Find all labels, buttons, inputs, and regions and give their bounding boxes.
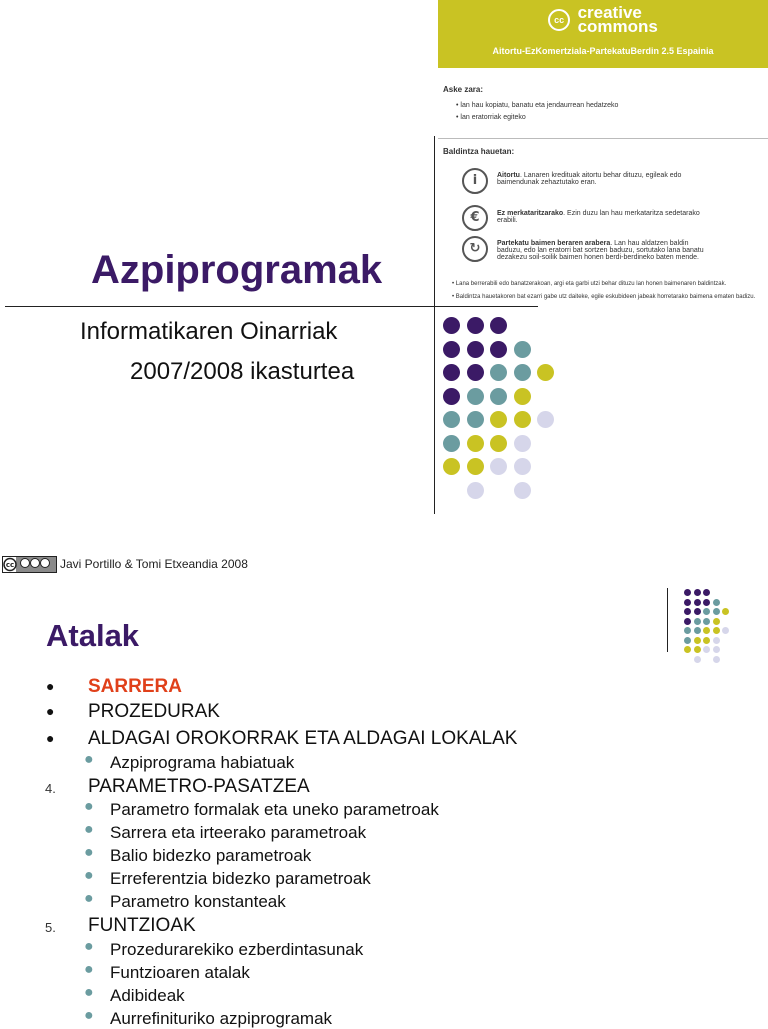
decorative-dot	[713, 608, 720, 615]
decorative-dot	[490, 411, 507, 428]
toc-subitem: ● Balio bidezko parametroak	[84, 844, 312, 865]
cc-free-heading: Aske zara:	[443, 85, 484, 94]
toc-subitem: ● Adibideak	[84, 984, 185, 1005]
decorative-dot	[537, 411, 554, 428]
decorative-dot	[713, 637, 720, 644]
decorative-dot	[514, 435, 531, 452]
toc-item: ● PROZEDURAK	[46, 701, 220, 722]
cc-badge-label: cc	[5, 561, 15, 569]
decorative-dot	[467, 458, 484, 475]
decorative-dot	[490, 458, 507, 475]
bullet-icon: ●	[46, 730, 55, 746]
cc-logo	[438, 3, 768, 36]
decorative-dot	[443, 411, 460, 428]
decorative-dot	[713, 627, 720, 634]
decorative-dot	[703, 608, 710, 615]
decorative-dot	[684, 599, 691, 606]
decorative-dot	[467, 364, 484, 381]
decorative-dot	[703, 618, 710, 625]
sub-bullet-icon: ●	[84, 751, 94, 768]
decorative-dot	[722, 627, 729, 634]
toc-item: ● SARRERA	[46, 676, 182, 697]
decorative-dot	[537, 364, 554, 381]
cc-free-item: • lan eratorriak egiteko	[456, 114, 526, 121]
decorative-dot	[713, 599, 720, 606]
cc-condition-attribution: Aitortu. Lanaren kredituak aitortu behar dituzu, egileak edo baimendunak zehaztutako eran.	[497, 172, 682, 186]
sub-bullet-icon: ●	[84, 844, 94, 861]
decorative-dot	[694, 589, 701, 596]
decorative-dot	[490, 388, 507, 405]
decorative-dot	[514, 364, 531, 381]
decorative-dot	[443, 364, 460, 381]
decorative-dot	[467, 388, 484, 405]
slide2-vertical-divider	[667, 588, 668, 652]
slide1-footer-authors: Javi Portillo & Tomi Etxeandia 2008	[60, 557, 248, 571]
sub-bullet-icon: ●	[84, 984, 94, 1001]
toc-subitem: ● Prozedurarekiko ezberdintasunak	[84, 938, 364, 959]
sub-bullet-icon: ●	[84, 1007, 94, 1024]
cc-license-badge-icon	[2, 556, 57, 573]
sharealike-icon: ↻	[462, 236, 488, 262]
decorative-dot	[467, 435, 484, 452]
decorative-dot	[514, 482, 531, 499]
toc-subitem: ● Parametro formalak eta uneko parametroak	[84, 798, 439, 819]
cc-note: • Baldintza hauetakoren bat ezarri gabe utz daiteke, egile eskubideen jabeak horretarako baimena ematen badizu.	[452, 294, 756, 300]
decorative-dot	[684, 589, 691, 596]
toc-subitem: ● Funtzioaren atalak	[84, 961, 250, 982]
decorative-dot	[684, 646, 691, 653]
decorative-dot	[443, 458, 460, 475]
sub-bullet-icon: ●	[84, 798, 94, 815]
decorative-dot	[694, 618, 701, 625]
slide1-subtitle-course: Informatikaren Oinarriak	[80, 318, 338, 345]
decorative-dot	[713, 646, 720, 653]
decorative-dot	[694, 656, 701, 663]
toc-subitem: ● Azpiprograma habiatuak	[84, 751, 295, 772]
sub-bullet-icon: ●	[84, 867, 94, 884]
toc-item: 4. PARAMETRO-PASATZEA	[45, 776, 310, 797]
decorative-dot	[467, 411, 484, 428]
decorative-dot	[694, 599, 701, 606]
cc-note: • Lana berrerabili edo banatzerakoan, argi eta garbi utzi behar dituzu lan honen baimenaren baldintzak.	[452, 281, 727, 287]
decorative-dot	[514, 341, 531, 358]
item-number: 5.	[45, 920, 56, 935]
decorative-dot	[713, 618, 720, 625]
toc-item: ● ALDAGAI OROKORRAK ETA ALDAGAI LOKALAK	[46, 728, 518, 749]
decorative-dot	[694, 646, 701, 653]
sub-bullet-icon: ●	[84, 961, 94, 978]
cc-logo-line2: commons	[577, 17, 658, 36]
attribution-icon: i	[462, 168, 488, 194]
decorative-dot	[514, 388, 531, 405]
sub-bullet-icon: ●	[84, 821, 94, 838]
slide1-vertical-divider	[434, 136, 435, 514]
decorative-dot	[684, 627, 691, 634]
decorative-dot	[684, 637, 691, 644]
bullet-icon: ●	[46, 703, 55, 719]
sub-bullet-icon: ●	[84, 890, 94, 907]
toc-subitem: ● Parametro konstanteak	[84, 890, 286, 911]
slide2-title: Atalak	[46, 618, 140, 653]
decorative-dot	[694, 637, 701, 644]
decorative-dot	[713, 656, 720, 663]
decorative-dot	[443, 388, 460, 405]
decorative-dot	[467, 482, 484, 499]
cc-condition-noncommercial: Ez merkataritzarako. Ezin duzu lan hau merkataritza sedetarako erabili.	[497, 210, 700, 224]
cc-condition-sharealike: Partekatu baimen beraren arabera. Lan hau aldatzen baldin baduzu, edo lan eratorri bat sortzen baduzu, sortutako lana banatu dezakezu soil-soilik baimen honen berdi-berdineko baten mende.	[497, 240, 704, 261]
cc-license-banner	[438, 0, 768, 68]
decorative-dot	[490, 435, 507, 452]
decorative-dot	[694, 608, 701, 615]
decorative-dot	[490, 364, 507, 381]
decorative-dot	[703, 637, 710, 644]
slide1-title: Azpiprogramak	[91, 248, 383, 292]
decorative-dot	[694, 627, 701, 634]
decorative-dot	[703, 627, 710, 634]
item-number: 4.	[45, 781, 56, 796]
decorative-dot	[443, 317, 460, 334]
toc-item: 5. FUNTZIOAK	[45, 915, 196, 936]
decorative-dot	[490, 341, 507, 358]
decorative-dot	[514, 411, 531, 428]
cc-logo-icon: cc	[548, 9, 570, 31]
decorative-dot	[467, 341, 484, 358]
cc-free-item: • lan hau kopiatu, banatu eta jendaurrean hedatzeko	[456, 102, 619, 109]
cc-conditions-heading: Baldintza hauetan:	[443, 147, 515, 156]
decorative-dot	[684, 618, 691, 625]
decorative-dot	[490, 317, 507, 334]
toc-subitem: ● Erreferentzia bidezko parametroak	[84, 867, 371, 888]
decorative-dot	[684, 608, 691, 615]
toc-subitem: ● Sarrera eta irteerako parametroak	[84, 821, 367, 842]
slide1-subtitle-year: 2007/2008 ikasturtea	[130, 358, 355, 385]
cc-logo-line1: creative	[577, 3, 642, 22]
decorative-dot	[443, 341, 460, 358]
slide1-title-rule	[5, 306, 538, 307]
noncommercial-icon: €	[462, 205, 488, 231]
decorative-dot	[703, 599, 710, 606]
decorative-dot	[467, 317, 484, 334]
toc-subitem: ● Aurrefinituriko azpiprogramak	[84, 1007, 333, 1028]
bullet-icon: ●	[46, 678, 55, 694]
decorative-dot	[722, 608, 729, 615]
decorative-dot	[514, 458, 531, 475]
cc-license-name: Aitortu-EzKomertziala-PartekatuBerdin 2.5 Espainia	[492, 46, 714, 56]
cc-divider	[438, 138, 768, 139]
sub-bullet-icon: ●	[84, 938, 94, 955]
decorative-dot	[703, 646, 710, 653]
decorative-dot	[703, 589, 710, 596]
decorative-dot	[443, 435, 460, 452]
